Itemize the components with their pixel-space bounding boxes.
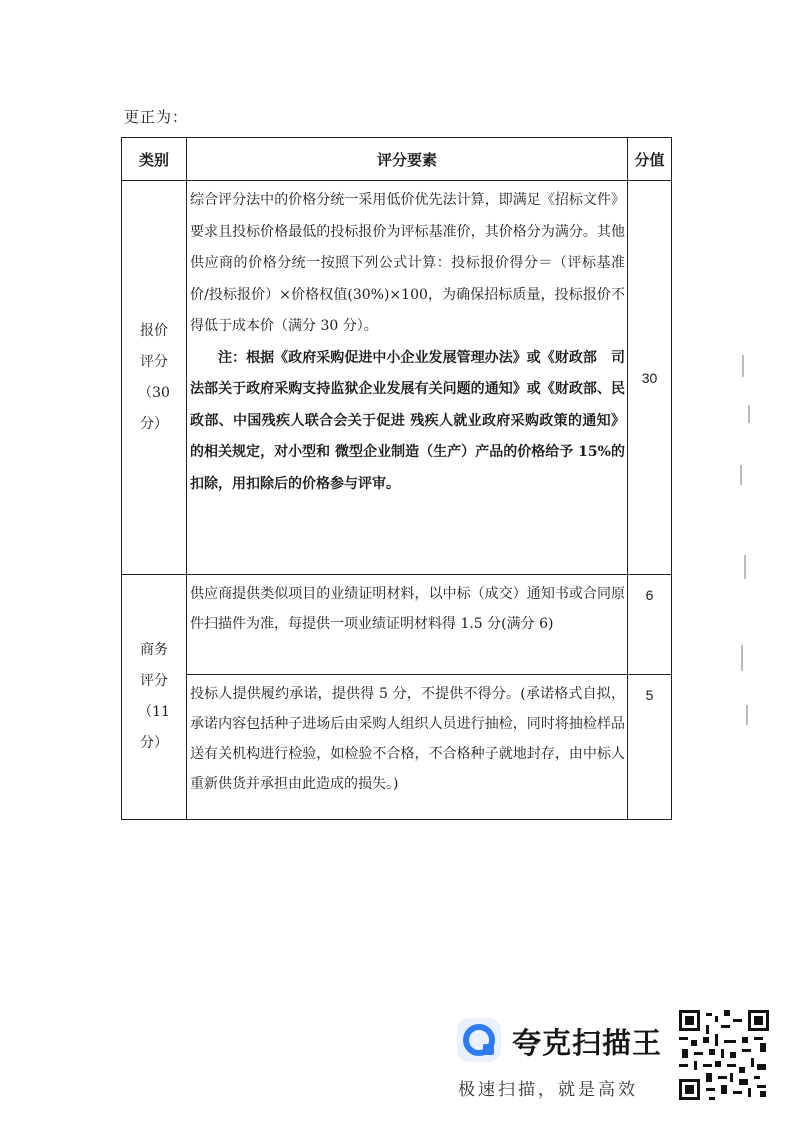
category-line: （30 — [138, 384, 170, 401]
score-cell: 5 — [628, 675, 672, 820]
note-content: 注：根据《政府采购促进中小企业发展管理办法》或《财政部 司法部关于政府采购支持监狱企业发展有关问题的通知》或《财政部、民政部、中国残疾人联合会关于促进 残疾人就业政府采购政策的通知》的相关规定，对小型和 微型企业制造（生产）产品的价格给予 15%的扣除，用扣除后的价格参与评审。 — [190, 349, 625, 492]
criteria-cell: 供应商提供类似项目的业绩证明材料，以中标（成交）通知书或合同原件扫描件为准，每提供一项业绩证明材料得 1.5 分(满分 6) — [187, 575, 628, 675]
category-line: 评分 — [140, 353, 168, 370]
watermark-slogan: 极速扫描，就是高效 — [458, 1080, 638, 1100]
table-row — [122, 181, 672, 575]
note-text — [190, 343, 625, 501]
category-cell — [122, 181, 187, 575]
category-line: 报价 — [140, 322, 168, 339]
criteria-cell — [187, 181, 628, 575]
quark-logo-icon — [456, 1017, 502, 1063]
qr-code-icon — [679, 1010, 769, 1100]
score-cell: 30 — [628, 181, 672, 575]
scoring-table — [121, 137, 672, 820]
watermark-brand: 夸克扫描王 — [512, 1026, 663, 1060]
header-score: 分值 — [628, 138, 672, 181]
scan-edge-marks — [738, 355, 758, 735]
table-row — [122, 675, 672, 820]
category-line: 商务 — [140, 642, 168, 658]
watermark — [456, 1013, 686, 1103]
category-cell — [122, 575, 187, 820]
table-row — [122, 575, 672, 675]
category-line: （11 — [138, 704, 170, 720]
table-header-row — [122, 138, 672, 181]
header-category: 类别 — [122, 138, 187, 181]
criteria-text: 综合评分法中的价格分统一采用低价优先法计算，即满足《招标文件》要求且投标价格最低的投标报价为评标基准价，其价格分为满分。其他供应商的价格分统一按照下列公式计算：投标报价得分＝（评标基准价/投标报价）×价格权值(30%)×100，为确保招标质量，投标报价不得低于成本价（满分 30 分）。 — [190, 192, 625, 334]
score-cell: 6 — [628, 575, 672, 675]
header-criteria: 评分要素 — [187, 138, 628, 181]
category-line: 分） — [140, 735, 168, 751]
category-line: 分） — [140, 415, 168, 432]
category-line: 评分 — [140, 673, 168, 689]
intro-text: 更正为： — [124, 108, 189, 126]
criteria-cell: 投标人提供履约承诺，提供得 5 分，不提供不得分。(承诺格式自拟，承诺内容包括种子进场后由采购人组织人员进行抽检，同时将抽检样品送有关机构进行检验，如检验不合格，不合格种子就地封存，由中标人重新供货并承担由此造成的损失。) — [187, 675, 628, 820]
